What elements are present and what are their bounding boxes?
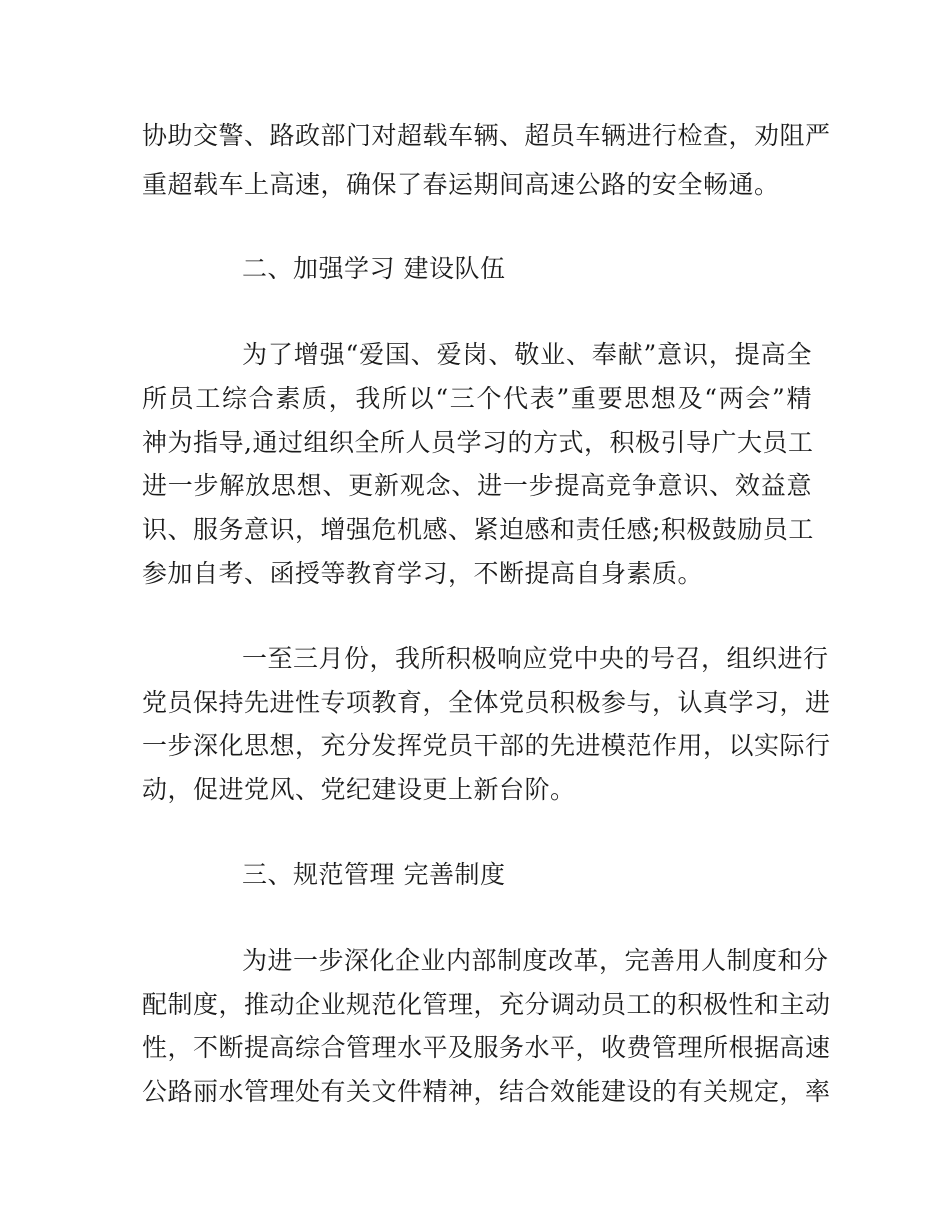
paragraph-line: 神为指导,通过组织全所人员学习的方式，积极引导广大员工 [142,428,814,457]
paragraph-line: 公路丽水管理处有关文件精神，结合效能建设的有关规定，率 [142,1077,831,1106]
paragraph-line: 党员保持先进性专项教育，全体党员积极参与，认真学习，进 [142,688,831,717]
paragraph-line: 为进一步深化企业内部制度改革，完善用人制度和分 [242,946,829,975]
paragraph-line: 一步深化思想，充分发挥党员干部的先进模范作用，以实际行 [142,731,831,760]
paragraph-line: 协助交警、路政部门对超载车辆、超员车辆进行检查，劝阻严 [142,121,831,150]
paragraph-line: 一至三月份，我所积极响应党中央的号召，组织进行 [242,644,829,673]
paragraph-line: 重超载车上高速，确保了春运期间高速公路的安全畅通。 [142,170,780,199]
paragraph-line: 动，促进党风、党纪建设更上新台阶。 [142,775,576,804]
paragraph-line: 进一步解放思想、更新观念、进一步提高竞争意识、效益意 [142,471,812,500]
paragraph-line: 性，不断提高综合管理水平及服务水平，收费管理所根据高速 [142,1033,831,1062]
paragraph-line: 配制度，推动企业规范化管理，充分调动员工的积极性和主动 [142,990,831,1019]
paragraph-line: 识、服务意识，增强危机感、紧迫感和责任感;积极鼓励员工 [142,515,814,544]
section-heading-2: 二、加强学习 建设队伍 [242,254,506,283]
paragraph-line: 为了增强“爱国、爱岗、敬业、奉献”意识，提高全 [242,340,812,369]
paragraph-line: 参加自考、函授等教育学习，不断提高自身素质。 [142,559,704,588]
section-heading-3: 三、规范管理 完善制度 [242,860,506,889]
paragraph-line: 所员工综合素质，我所以“三个代表”重要思想及“两会”精 [142,384,812,413]
